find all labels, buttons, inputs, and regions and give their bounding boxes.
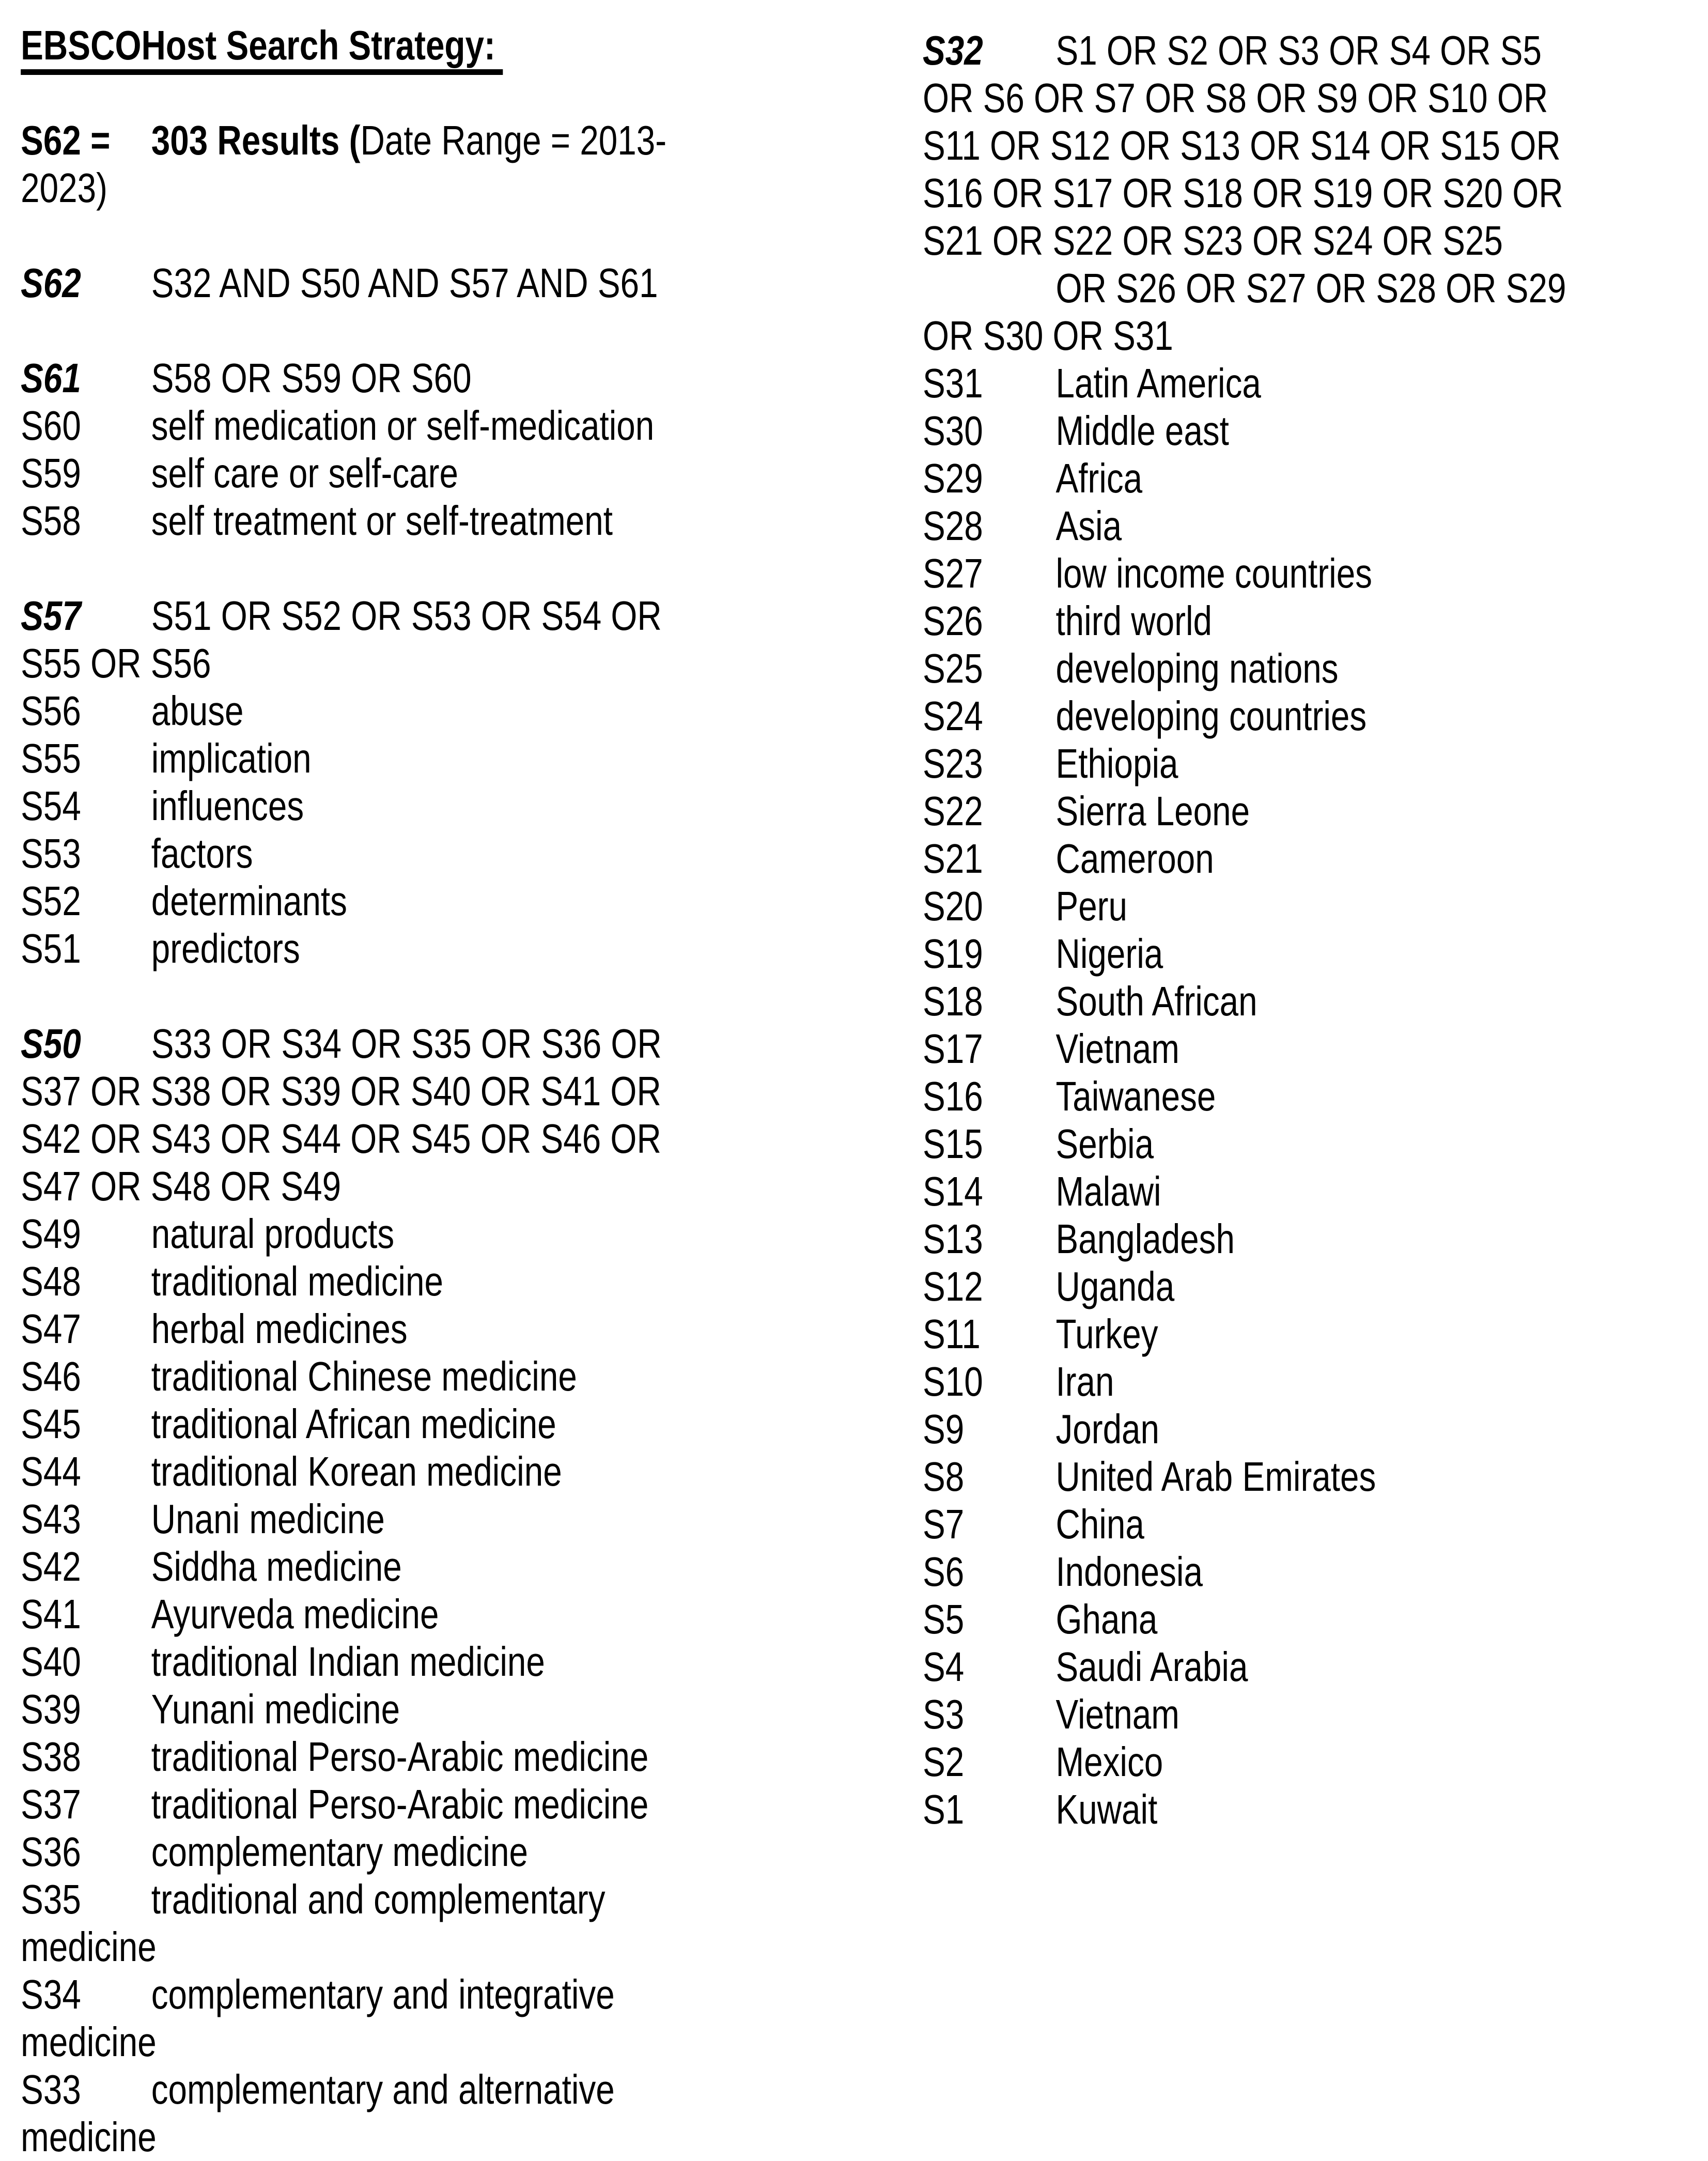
search-term: Vietnam [1055,1026,1179,1072]
strategy-line [923,1596,1694,1643]
strategy-line [923,1548,1694,1596]
results-text [151,117,666,164]
line-id: S10 [922,1359,983,1404]
continuation-text: S16 OR S17 OR S18 OR S19 OR S20 OR [922,170,1563,216]
strategy-line [923,1643,1694,1691]
strategy-line [21,117,868,164]
strategy-line [923,1358,1694,1406]
strategy-line [21,2066,868,2113]
strategy-line [21,830,868,877]
strategy-line [21,1258,868,1305]
line-id: S51 [21,925,81,971]
search-term: complementary medicine [151,1829,528,1875]
strategy-line [21,592,868,640]
search-term: low income countries [1055,550,1372,596]
line-id: S56 [21,688,81,734]
search-term: traditional medicine [151,1258,443,1304]
strategy-line [21,687,868,735]
search-term: Africa [1055,455,1143,501]
strategy-line [21,1638,868,1686]
line-id: S30 [922,408,983,454]
strategy-line [21,1876,868,1923]
line-id: S62 = [21,117,111,163]
strategy-line [923,1501,1694,1548]
strategy-line [21,1733,868,1781]
line-id: S46 [21,1353,81,1399]
strategy-line [21,164,868,212]
strategy-line [21,402,868,450]
line-id: S45 [21,1401,81,1447]
left-column [21,22,868,2161]
strategy-line [21,1020,868,1068]
search-term: Serbia [1055,1121,1154,1167]
continuation-text: S47 OR S48 OR S49 [21,1163,341,1209]
strategy-line [21,1448,868,1495]
line-id: S44 [21,1448,81,1494]
strategy-line [923,1453,1694,1501]
line-id: S39 [21,1686,81,1732]
strategy-line [923,835,1694,883]
search-term: Taiwanese [1055,1073,1216,1119]
right-column [923,27,1694,1833]
search-term: Saudi Arabia [1055,1644,1248,1690]
search-term: determinants [151,878,347,924]
line-id: S25 [922,645,983,691]
line-id: S33 [21,2066,81,2112]
strategy-line [923,265,1694,312]
search-term: self care or self-care [151,450,458,496]
strategy-line [21,22,868,69]
line-id: S52 [21,878,81,924]
search-term: Latin America [1055,360,1261,406]
strategy-line [923,217,1694,265]
strategy-line [21,1591,868,1638]
search-term: traditional Indian medicine [151,1639,545,1685]
search-term: implication [151,735,312,781]
continuation-text: S11 OR S12 OR S13 OR S14 OR S15 OR [922,122,1561,168]
strategy-line [21,354,868,402]
line-id: S53 [21,830,81,876]
continuation-text: OR S6 OR S7 OR S8 OR S9 OR S10 OR [922,75,1548,121]
strategy-line [923,407,1694,455]
search-term: complementary and alternative [151,2066,615,2112]
strategy-line [21,497,868,545]
search-term: S51 OR S52 OR S53 OR S54 OR [151,593,662,639]
search-term: Bangladesh [1055,1216,1235,1262]
blank-line [21,545,868,592]
continuation-text: S55 OR S56 [21,640,211,686]
strategy-line [923,930,1694,978]
blank-line [21,212,868,259]
search-term: Vietnam [1055,1691,1179,1737]
search-term: self treatment or self-treatment [151,498,613,544]
line-id: S20 [922,883,983,929]
search-term: traditional African medicine [151,1401,556,1447]
search-term: Nigeria [1055,931,1163,977]
search-term: Indonesia [1055,1549,1203,1595]
line-id: S26 [922,598,983,644]
search-term: Ayurveda medicine [151,1591,439,1637]
strategy-line [21,1305,868,1353]
results-date-range: Date Range = 2013- [360,117,667,163]
search-term: traditional Perso-Arabic medicine [151,1734,649,1780]
line-id: S5 [922,1596,965,1642]
continuation-text: medicine [21,2019,157,2065]
search-term: Ghana [1055,1596,1158,1642]
strategy-line [923,1168,1694,1215]
continuation-text: medicine [21,2114,157,2160]
strategy-line [923,692,1694,740]
search-term: S1 OR S2 OR S3 OR S4 OR S5 [1055,27,1542,73]
strategy-line [923,1310,1694,1358]
strategy-line [21,877,868,925]
strategy-line [923,740,1694,788]
line-id: S27 [922,550,983,596]
strategy-line [923,1406,1694,1453]
strategy-line [923,883,1694,930]
line-id: S48 [21,1258,81,1304]
line-id: S11 [922,1311,981,1357]
strategy-line [923,502,1694,550]
line-id: S59 [21,450,81,496]
line-id: S55 [21,735,81,781]
line-id: S31 [922,360,983,406]
strategy-line [21,450,868,497]
strategy-line [21,1210,868,1258]
blank-line [21,307,868,354]
continuation-text: OR S30 OR S31 [922,313,1173,359]
continuation-text: S37 OR S38 OR S39 OR S40 OR S41 OR [21,1068,661,1114]
line-id: S32 [922,27,983,73]
line-id: S57 [21,593,81,639]
search-term: traditional and complementary [151,1876,605,1922]
strategy-line [923,597,1694,645]
continuation-text: S42 OR S43 OR S44 OR S45 OR S46 OR [21,1116,661,1162]
search-term: Sierra Leone [1055,788,1250,834]
line-id: S36 [21,1829,81,1875]
strategy-line [923,978,1694,1025]
blank-line [21,973,868,1020]
line-id: S19 [922,931,983,977]
line-id: S43 [21,1496,81,1542]
line-id: S4 [922,1644,965,1690]
strategy-line [923,1738,1694,1786]
strategy-line [21,1400,868,1448]
line-id: S29 [922,455,983,501]
line-id: S22 [922,788,983,834]
continuation-text: medicine [21,1924,157,1970]
strategy-line [923,1120,1694,1168]
search-term: S58 OR S59 OR S60 [151,355,472,401]
search-term: factors [151,830,253,876]
line-id: S58 [21,498,81,544]
search-term: Peru [1055,883,1128,929]
search-term: developing countries [1055,693,1367,739]
search-term: Malawi [1055,1168,1161,1214]
strategy-line [21,735,868,782]
search-term: Middle east [1055,408,1229,454]
line-id: S24 [922,693,983,739]
line-id: S3 [922,1691,965,1737]
continuation-text: OR S26 OR S27 OR S28 OR S29 [1055,265,1566,311]
line-id: S50 [21,1021,81,1067]
search-term: Iran [1055,1359,1114,1404]
search-term: self medication or self-medication [151,403,655,449]
strategy-line [21,1828,868,1876]
line-id: S47 [21,1306,81,1352]
strategy-line [923,1215,1694,1263]
search-term: complementary and integrative [151,1971,615,2017]
strategy-line [21,1068,868,1115]
strategy-line [923,1691,1694,1738]
search-term: traditional Korean medicine [151,1448,562,1494]
search-term: Turkey [1055,1311,1158,1357]
strategy-line [923,1073,1694,1120]
line-id: S23 [922,740,983,786]
strategy-line [923,122,1694,169]
line-id: S12 [922,1263,983,1309]
line-id: S38 [21,1734,81,1780]
search-term: natural products [151,1211,395,1257]
line-id: S34 [21,1971,81,2017]
search-term: Uganda [1055,1263,1175,1309]
search-term: herbal medicines [151,1306,408,1352]
line-id: S1 [922,1786,965,1832]
strategy-line [923,27,1694,74]
blank-line [21,69,868,117]
results-count: 303 Results ( [151,117,361,163]
line-id: S13 [922,1216,983,1262]
search-term: abuse [151,688,244,734]
line-id: S17 [922,1026,983,1072]
search-term: Cameroon [1055,836,1214,882]
line-id: S21 [922,836,983,882]
continuation-text: S21 OR S22 OR S23 OR S24 OR S25 [922,218,1503,264]
strategy-line [21,2113,868,2161]
line-id: S37 [21,1781,81,1827]
line-id: S61 [21,355,81,401]
search-term: developing nations [1055,645,1339,691]
line-id: S9 [922,1406,965,1452]
search-term: China [1055,1501,1144,1547]
strategy-line [21,1495,868,1543]
search-term: third world [1055,598,1213,644]
strategy-line [923,169,1694,217]
search-term: influences [151,783,304,829]
line-id: S35 [21,1876,81,1922]
search-term: Jordan [1055,1406,1160,1452]
search-term: Siddha medicine [151,1543,402,1589]
strategy-line [21,782,868,830]
strategy-line [923,312,1694,360]
strategy-line [923,1786,1694,1833]
strategy-line [21,925,868,973]
line-id: S54 [21,783,81,829]
search-term: Yunani medicine [151,1686,400,1732]
search-term: predictors [151,925,300,971]
strategy-line [923,1025,1694,1073]
line-id: S7 [922,1501,965,1547]
search-term: traditional Perso-Arabic medicine [151,1781,649,1827]
strategy-line [21,1543,868,1591]
search-term: Unani medicine [151,1496,385,1542]
line-id: S60 [21,403,81,449]
line-id: S14 [922,1168,983,1214]
line-id: S8 [922,1454,965,1500]
search-term: Mexico [1055,1739,1163,1785]
line-id: S41 [21,1591,81,1637]
search-term: South African [1055,978,1257,1024]
line-id: S16 [922,1073,983,1119]
strategy-line [21,1923,868,1971]
strategy-line [923,645,1694,692]
search-term: Ethiopia [1055,740,1178,786]
strategy-line [21,2018,868,2066]
search-term: S33 OR S34 OR S35 OR S36 OR [151,1021,662,1067]
strategy-line [923,360,1694,407]
line-id: S15 [922,1121,983,1167]
strategy-line [923,74,1694,122]
strategy-line [923,788,1694,835]
strategy-line [21,1781,868,1828]
search-term: S32 AND S50 AND S57 AND S61 [151,260,658,306]
strategy-line [21,1686,868,1733]
line-id: S28 [922,503,983,549]
search-term: United Arab Emirates [1055,1454,1376,1500]
line-id: S6 [922,1549,965,1595]
strategy-line [923,550,1694,597]
strategy-line [923,1263,1694,1310]
page-title: EBSCOHost Search Strategy: [21,22,503,75]
line-id: S62 [21,260,81,306]
strategy-line [21,640,868,687]
strategy-line [21,1353,868,1400]
line-id: S18 [922,978,983,1024]
strategy-line [21,1115,868,1163]
strategy-line [923,455,1694,502]
strategy-line [21,259,868,307]
line-id: S42 [21,1543,81,1589]
continuation-text: 2023) [21,165,107,211]
search-term: traditional Chinese medicine [151,1353,577,1399]
line-id: S2 [922,1739,965,1785]
line-id: S40 [21,1639,81,1685]
strategy-line [21,1163,868,1210]
line-id: S49 [21,1211,81,1257]
search-term: Asia [1055,503,1122,549]
strategy-line [21,1971,868,2018]
search-term: Kuwait [1055,1786,1158,1832]
